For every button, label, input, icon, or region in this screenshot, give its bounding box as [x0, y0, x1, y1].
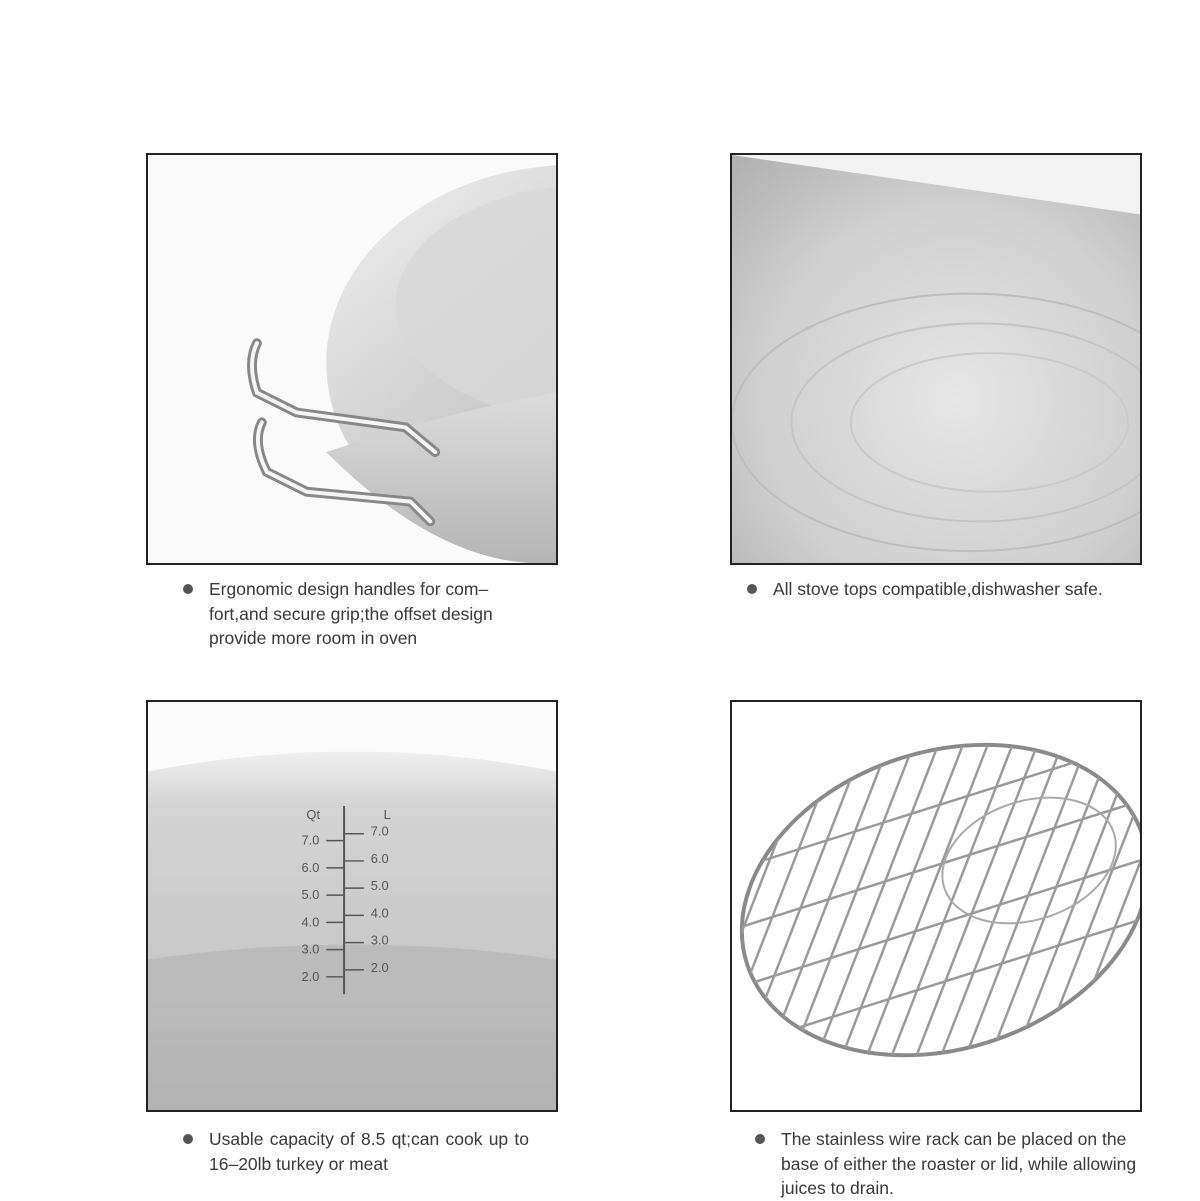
caption-handles: Ergonomic design handles for com– fort,and secure grip;the offset design provide more room in oven: [209, 577, 539, 651]
scale-left-tick-label: 6.0: [301, 859, 320, 875]
scale-left-tick-label: 7.0: [301, 832, 320, 848]
scale-right-tick-label: 2.0: [370, 959, 389, 975]
bullet-icon: [183, 584, 193, 594]
caption-stove-tops: All stove tops compatible,dishwasher safe.: [773, 577, 1173, 602]
handle-closeup-image: [146, 153, 558, 565]
scale-right-tick-label: 6.0: [370, 850, 389, 866]
scale-right-tick-label: 7.0: [370, 823, 389, 839]
scale-right-tick-label: 4.0: [370, 905, 389, 921]
scale-right-unit: L: [383, 806, 391, 822]
bullet-icon: [755, 1134, 765, 1144]
bullet-icon: [183, 1134, 193, 1144]
measurement-scale-image: [146, 700, 558, 1112]
caption-wire-rack: The stainless wire rack can be placed on the base of either the roaster or lid, while allowing juices to drain.: [781, 1127, 1141, 1201]
scale-right-tick-label: 3.0: [370, 932, 389, 948]
scale-left-unit: Qt: [306, 806, 321, 822]
scale-left-tick-label: 3.0: [301, 941, 320, 957]
pan-bottom-image: [730, 153, 1142, 565]
scale-right-tick-label: 5.0: [370, 878, 389, 894]
wire-rack-image: [730, 700, 1142, 1112]
bullet-icon: [747, 584, 757, 594]
scale-left-tick-label: 4.0: [301, 914, 320, 930]
scale-left-tick-label: 2.0: [301, 968, 320, 984]
caption-capacity: Usable capacity of 8.5 qt;can cook up to 16–20lb turkey or meat: [209, 1127, 529, 1176]
scale-left-tick-label: 5.0: [301, 887, 320, 903]
